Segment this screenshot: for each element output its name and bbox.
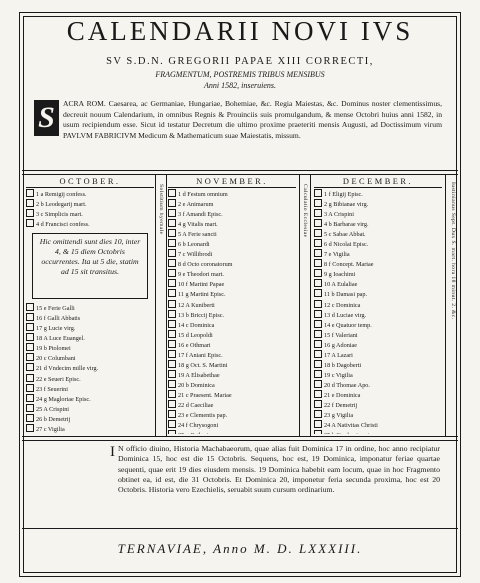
- day-row: 12 c Dominica: [314, 300, 442, 310]
- day-row: 21 e Dominica: [314, 390, 442, 400]
- day-row: 24 f Chrysogoni: [168, 420, 296, 430]
- day-list: [26, 303, 154, 434]
- day-row: 19 c Vigilia: [314, 370, 442, 380]
- month-column-december: [314, 176, 442, 434]
- divider: [22, 436, 458, 437]
- day-row: 11 b Damasi pap.: [314, 289, 442, 299]
- day-row: 15 e Ferie Galli: [26, 303, 154, 313]
- day-list: [26, 189, 154, 229]
- day-row: 24 g Magloriae Episc.: [26, 394, 154, 404]
- column-divider: [310, 174, 311, 436]
- day-row: 4 g Vitalis mart.: [168, 219, 296, 229]
- day-row: 10 f Martini Papae: [168, 279, 296, 289]
- day-row: [314, 430, 442, 434]
- day-row: [168, 430, 296, 434]
- day-row: 20 c Columbani: [26, 353, 154, 363]
- day-row: 27 c Vigilia: [26, 424, 154, 434]
- month-column-october: [26, 176, 154, 434]
- vertical-note: Calculatio Ecclesiae: [302, 184, 308, 238]
- day-row: 4 d Francisci confess.: [26, 219, 154, 229]
- colophon: TERNAVIAE, Anno M. D. LXXXIII.: [117, 541, 363, 556]
- day-row: 6 b Leonardi: [168, 239, 296, 249]
- day-row: 13 b Briccij Episc.: [168, 310, 296, 320]
- day-row: 10 A Eulaliae: [314, 279, 442, 289]
- day-row: 2 b Leodegarij mart.: [26, 199, 154, 209]
- day-row: 2 g Bibianae virg.: [314, 199, 442, 209]
- day-row: 9 g Ioachimi: [314, 269, 442, 279]
- day-row: 4 b Barbarae virg.: [314, 219, 442, 229]
- day-row: 9 e Theodori mart.: [168, 269, 296, 279]
- decorated-initial: S: [34, 100, 59, 136]
- day-row: 15 d Leopoldi: [168, 330, 296, 340]
- day-row: 16 e Othmari: [168, 340, 296, 350]
- footer-paragraph: N officio diuino, Historia Machabaeorum, quae alias fuit Dominica 17 in ordine, hoc anno recipiatur Dominica 15, hoc est die 15 Octobris. Sequens, hoc est, 19 Dominica, imponatur feriae quartae sequenti, quae erit 19 dies eiusdem mensis. 19 Dominica habebit eam locum, quae in hoc Fragmento obtinet ea, id est, die 31 Octobris. Et Dominica 20, imponetur feria secunda proxima, hoc est 20 Octobris. Historia vero Ezechielis, seruabit suum cursum ordinarium.: [118, 444, 440, 495]
- day-row: 17 g Lucie virg.: [26, 323, 154, 333]
- month-column-november: [168, 176, 296, 434]
- vertical-note: Solstitium hyemale: [158, 184, 164, 235]
- day-row: 1 d Festum omnium: [168, 189, 296, 199]
- day-row: 17 f Aniani Episc.: [168, 350, 296, 360]
- day-row: 7 e Vigilia: [314, 249, 442, 259]
- day-row: 17 A Lazari: [314, 350, 442, 360]
- day-row: 5 c Sabae Abbat.: [314, 229, 442, 239]
- day-row: 24 A Nativitas Christi: [314, 420, 442, 430]
- footer-initial: I: [110, 444, 115, 460]
- day-row: 18 A Luce Euangel.: [26, 333, 154, 343]
- day-row: 2 e Animarum: [168, 199, 296, 209]
- day-row: 23 f Seuerini: [26, 384, 154, 394]
- day-row: 19 b Ptolomei: [26, 343, 154, 353]
- month-heading: OCTOBER.: [26, 176, 154, 188]
- day-row: 6 d Nicolai Episc.: [314, 239, 442, 249]
- day-row: 21 c Praesent. Mariae: [168, 390, 296, 400]
- day-row: 23 e Clementis pap.: [168, 410, 296, 420]
- day-row: 15 f Valeriani: [314, 330, 442, 340]
- day-row: 14 e Quatuor temp.: [314, 320, 442, 330]
- day-row: 14 c Dominica: [168, 320, 296, 330]
- day-row: 26 b Demetrij: [26, 414, 154, 424]
- day-row: 7 c Willibrodi: [168, 249, 296, 259]
- day-row: 18 g Oct. S. Martini: [168, 360, 296, 370]
- divider: [22, 528, 458, 529]
- page-title: CALENDARII NOVI IVS: [66, 16, 414, 46]
- omission-notice: Hic omittendi sunt dies 10, inter 4, & 15 diem Octobris occurrentes. Ita ut 5 die, statim ad 15 sit transitus.: [32, 233, 148, 299]
- day-row: 22 d Caeciliae: [168, 400, 296, 410]
- day-list: [168, 189, 296, 434]
- month-heading: DECEMBER.: [314, 176, 442, 188]
- day-row: 16 g Adoniae: [314, 340, 442, 350]
- day-row: 13 d Luciae virg.: [314, 310, 442, 320]
- page-subtitle: SV S.D.N. GREGORII PAPAE XIII CORRECTI,: [106, 56, 374, 67]
- column-divider: [445, 174, 446, 436]
- column-divider: [299, 174, 300, 436]
- intro-paragraph: [34, 99, 442, 159]
- month-heading: NOVEMBER.: [168, 176, 296, 188]
- subline-fragment: FRAGMENTUM, POSTREMIS TRIBUS MENSIBUS: [155, 70, 325, 79]
- day-row: 8 d Octo coronatorum: [168, 259, 296, 269]
- day-row: 22 f Demetrij: [314, 400, 442, 410]
- day-row: 19 A Elisabethae: [168, 370, 296, 380]
- day-row: 3 A Crispini: [314, 209, 442, 219]
- day-row: 1 a Remigij confess.: [26, 189, 154, 199]
- divider: [22, 174, 458, 175]
- day-row: 3 f Amandi Episc.: [168, 209, 296, 219]
- day-row: 1 f Eligij Episc.: [314, 189, 442, 199]
- day-row: 20 d Thomae Apo.: [314, 380, 442, 390]
- day-row: 11 g Martini Episc.: [168, 289, 296, 299]
- intro-text: ACRA ROM. Caesarea, ac Germaniae, Hungariae, Bohemiae, &c. Regia Maiestas, &c. Dominus noster clementissimus, decreuit nouum Calendarium, in omnibus Regnis & Prouinciis suis promulgandum, & mense Octobri huius anni 1582, in usum recipiendum esse. Sicut id testatur Decretum die ultimo proxime praeteriti mensis Augusti, ad Doctissimum virum PAVLVM FABRICIVM Medicum & Mathematicum suae Maiestatis, missum.: [63, 99, 442, 141]
- divider: [22, 170, 458, 171]
- day-row: 20 b Dominica: [168, 380, 296, 390]
- day-row: 18 b Dagoberti: [314, 360, 442, 370]
- day-row: 25 A Crispini: [26, 404, 154, 414]
- day-row: 16 f Galli Abbatis: [26, 313, 154, 323]
- day-row: 23 g Vigilia: [314, 410, 442, 420]
- day-list: [314, 189, 442, 434]
- vertical-note: Iustinianus Sept. Dux S. mart. hora 18 minut. 2. &c.: [450, 182, 456, 320]
- day-row: 12 A Kuniberti: [168, 300, 296, 310]
- column-divider: [166, 174, 167, 436]
- day-row: 3 c Simplicis mart.: [26, 209, 154, 219]
- column-divider: [155, 174, 156, 436]
- divider: [22, 440, 458, 441]
- day-row: 21 d Vndecim mille virg.: [26, 363, 154, 373]
- day-row: 5 A Ferie sancti: [168, 229, 296, 239]
- day-row: 8 f Concept. Mariae: [314, 259, 442, 269]
- subline-year: Anni 1582, inseruiens.: [204, 81, 276, 90]
- day-row: 22 e Seueri Episc.: [26, 374, 154, 384]
